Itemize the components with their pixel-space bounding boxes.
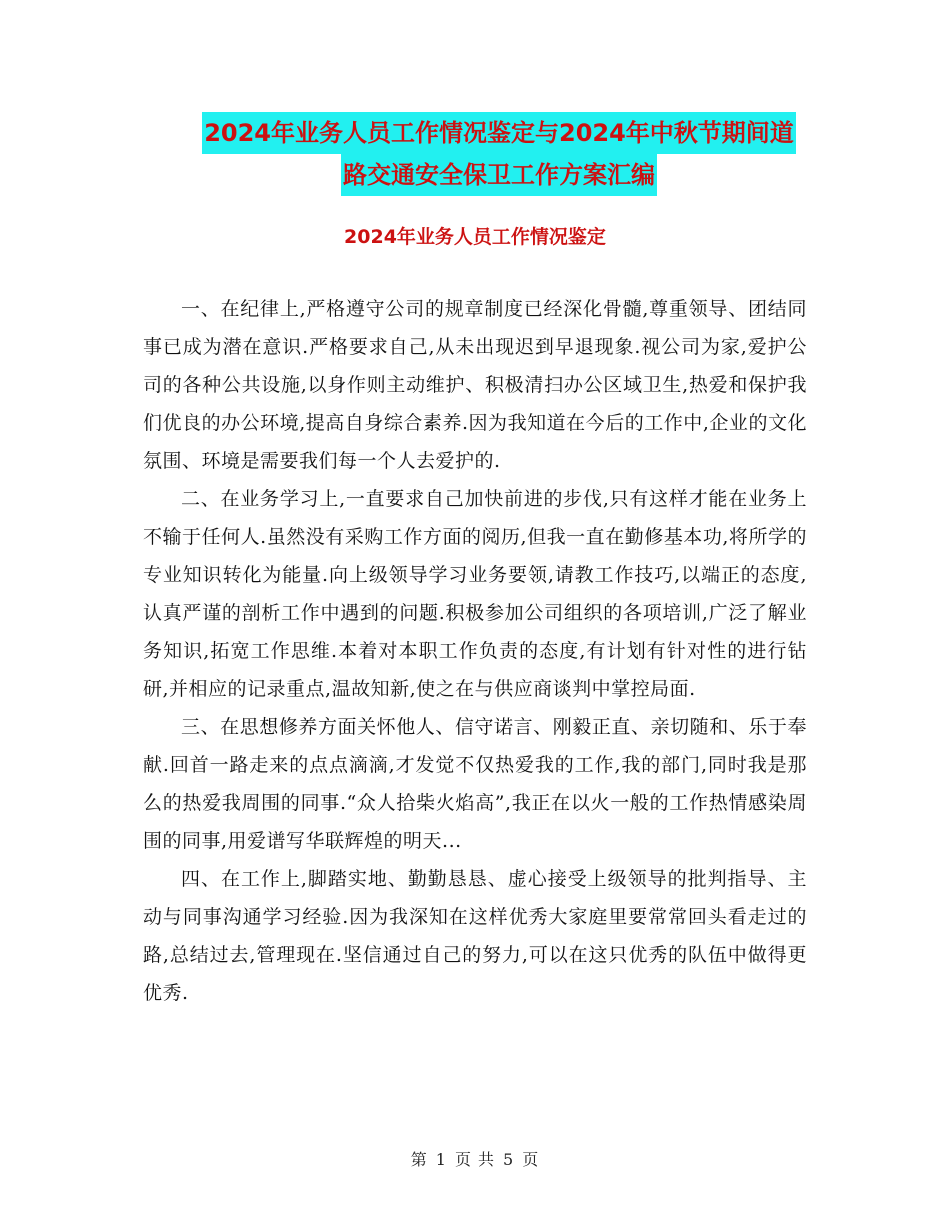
footer-page-number: 1 xyxy=(435,1150,447,1169)
page-footer xyxy=(0,1147,950,1170)
footer-prefix: 第 xyxy=(410,1150,428,1169)
paragraph-3: 三、在思想修养方面关怀他人、信守诺言、刚毅正直、亲切随和、乐于奉献.回首一路走来的点点滴滴,才发觉不仅热爱我的工作,我的部门,同时我是那么的热爱我周围的同事.“众人拾柴火焰高”,我正在以火一般的工作热情感染周围的同事,用爱谱写华联辉煌的明天... xyxy=(143,716,807,852)
document-title-line-1 xyxy=(186,112,812,154)
paragraph-2: 二、在业务学习上,一直要求自己加快前进的步伐,只有这样才能在业务上不输于任何人.虽然没有采购工作方面的阅历,但我一直在勤修基本功,将所学的专业知识转化为能量.向上级领导学习业务要领,请教工作技巧,以端正的态度,认真严谨的剖析工作中遇到的问题.积极参加公司组织的各项培训,广泛了解业务知识,拓宽工作思维.本着对本职工作负责的态度,有计划有针对性的进行钻研,并相应的记录重点,温故知新,使之在与供应商谈判中掌控局面. xyxy=(143,488,807,700)
document-title-line-2 xyxy=(186,154,812,196)
section-title: 2024年业务人员工作情况鉴定 xyxy=(344,226,606,248)
footer-total-pages: 5 xyxy=(503,1150,515,1169)
paragraph-4: 四、在工作上,脚踏实地、勤勤恳恳、虚心接受上级领导的批判指导、主动与同事沟通学习经验.因为我深知在这样优秀大家庭里要常常回头看走过的路,总结过去,管理现在.坚信通过自己的努力,可以在这只优秀的队伍中做得更优秀. xyxy=(143,868,807,1004)
paragraph-1: 一、在纪律上,严格遵守公司的规章制度已经深化骨髓,尊重领导、团结同事已成为潜在意识.严格要求自己,从未出现迟到早退现象.视公司为家,爱护公司的各种公共设施,以身作则主动维护、积极清扫办公区域卫生,热爱和保护我们优良的办公环境,提高自身综合素养.因为我知道在今后的工作中,企业的文化氛围、环境是需要我们每一个人去爱护的. xyxy=(143,298,807,472)
footer-middle: 页 共 xyxy=(454,1150,496,1169)
document-title-text-2: 路交通安全保卫工作方案汇编 xyxy=(341,154,657,196)
document-title-text-1: 2024年业务人员工作情况鉴定与2024年中秋节期间道 xyxy=(202,112,796,154)
footer-suffix: 页 xyxy=(522,1150,540,1169)
document-body xyxy=(143,290,807,1012)
